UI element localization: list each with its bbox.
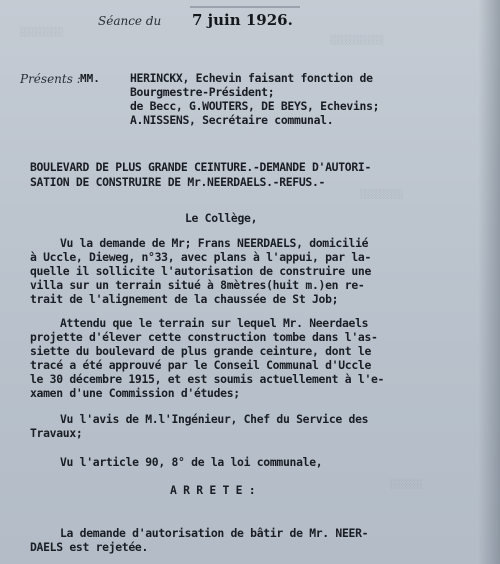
opening-line: Le Collège,: [185, 211, 258, 225]
paragraph-line: xamen d'une Commission d'études;: [30, 386, 240, 400]
paragraph-line: La demande d'autorisation de bâtir de Mr. NEER-: [60, 526, 369, 540]
bleed-through-text: ░░░░░░░░░░: [330, 36, 385, 46]
paragraph-line: Vu l'article 90, 8° de la loi communale,: [60, 455, 323, 469]
paragraph-line: siette du boulevard de plus grande ceinture, dont le: [30, 344, 372, 358]
subject-line: SATION DE CONSTRUIRE DE Mr.NEERDAELS.-REFUS.-: [30, 175, 326, 189]
arrete-heading: A R R E T E :: [170, 483, 256, 497]
bleed-through-text: ░░░░░░░░: [20, 28, 64, 38]
paragraph-line: Attendu que le terrain sur lequel Mr. Neerdaels: [60, 316, 369, 330]
paragraph-line: quelle il sollicite l'autorisation de construire une: [30, 264, 372, 278]
paragraph-line: tracé a été approuvé par le Conseil Communal d'Uccle: [30, 358, 372, 372]
bleed-through-text: ░░░░░░: [390, 480, 423, 490]
paragraph-line: à Uccle, Dieweg, n°33, avec plans à l'appui, par la-: [30, 250, 372, 264]
paragraph-line: Vu l'avis de M.l'Ingénieur, Chef du Service des: [60, 412, 369, 426]
seance-date: 7 juin 1926.: [192, 11, 293, 29]
presents-mm: MM.: [80, 72, 100, 85]
page-edge-shadow: [478, 0, 500, 564]
paragraph-line: le 30 décembre 1915, et est soumis actuellement à l'e-: [30, 372, 385, 386]
paragraph-line: DAELS est rejetée.: [30, 540, 149, 554]
subject-line: BOULEVARD DE PLUS GRANDE CEINTURE.-DEMANDE D'AUTORI-: [30, 160, 372, 174]
presents-label: Présents :: [20, 72, 81, 86]
paragraph-line: trait de l'alignement de la chaussée de St Job;: [30, 292, 339, 306]
presents-line: de Becc, G.WOUTERS, DE BEYS, Echevins;: [130, 99, 380, 113]
paragraph-line: Travaux;: [30, 426, 83, 440]
presents-line: Bourgmestre-Président;: [130, 85, 275, 99]
bleed-through-text: ░░░░░░░░: [360, 190, 404, 200]
paragraph-line: villa sur un terrain situé à 8mètres(huit m.)en re-: [30, 278, 365, 292]
seance-label: Séance du: [98, 14, 162, 28]
paragraph-line: Vu la demande de Mr; Frans NEERDAELS, domicilié: [60, 236, 369, 250]
presents-line: A.NISSENS, Secrétaire communal.: [130, 113, 334, 127]
paragraph-line: projette d'élever cette construction tombe dans l'as-: [30, 330, 378, 344]
header-rule: [190, 6, 300, 8]
presents-line: HERINCKX, Echevin faisant fonction de: [130, 71, 373, 85]
